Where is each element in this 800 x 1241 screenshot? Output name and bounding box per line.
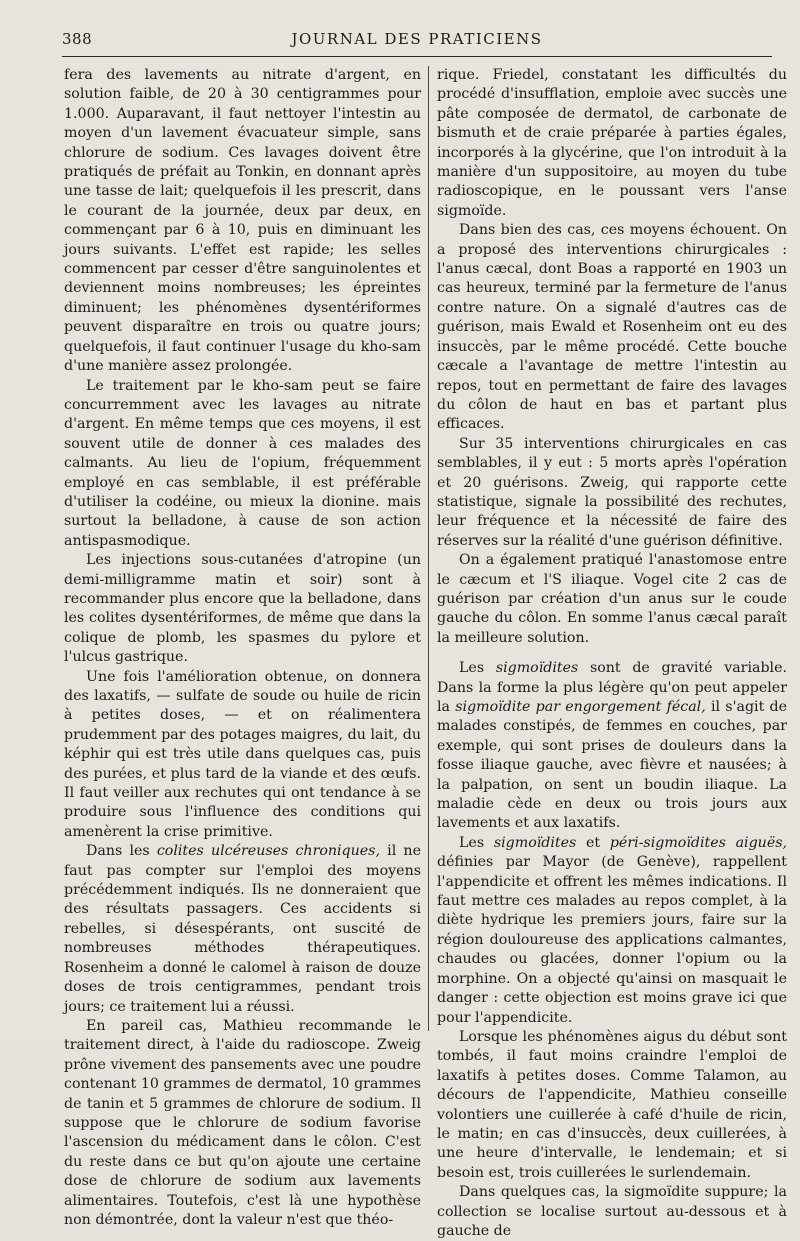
paragraph: Dans bien des cas, ces moyens échouent. On a proposé des interventions chirurgicales : l'anus cæcal, dont Boas a rapporté en 1903 un cas heureux, terminé par la fermeture de l'anus contre nature. On a signalé d'autres cas de guérison, mais Ewald et Rosenheim ont eu des insuccès, par le même procédé. Cette bouche cæcale a l'avantage de mettre l'intestin au repos, tout en permettant de faire des lavages du côlon de haut en bas et partant plus efficaces. bbox=[437, 222, 787, 433]
paragraph: Sur 35 interventions chirurgicales en cas semblables, il y eut : 5 morts après l'opération et 20 guérisons. Zweig, qui rapporte cette statistique, signale la possibilité des rechutes, leur fréquence et la nécessité de faire des réserves sur la réalité d'une guérison définitive. bbox=[437, 435, 787, 549]
text-run: définies par Mayor (de Genève), rappellent l'appendicite et offrent les mêmes indications. Il faut mettre ces malades au repos complet, à la diète hydrique les premiers jours, faire sur la région douloureuse des applications calmantes, chaudes ou glacées, donner l'opium ou la morphine. On a objecté qu'ainsi on masquait le danger : cette objection est moins grave ici que pour l'appendicite. bbox=[437, 854, 787, 1026]
text-run: et bbox=[576, 834, 610, 851]
italic-term: sigmoïdites bbox=[493, 834, 577, 851]
header-rule bbox=[62, 56, 772, 57]
italic-term: sigmoïdites bbox=[495, 660, 579, 677]
paragraph: On a également pratiqué l'anastomose entre le cæcum et l'S iliaque. Vogel cite 2 cas de guérison par création d'un anus sur le coude gauche du côlon. En somme l'anus cæcal paraît la meilleure solution. bbox=[437, 552, 787, 646]
text-run: Dans les bbox=[86, 843, 157, 860]
paragraph: En pareil cas, Mathieu recommande le traitement direct, à l'aide du radioscope. Zweig prône vivement des pansements avec une poudre contenant 10 grammes de dermatol, 10 grammes de tanin et 5 grammes de chlorure de sodium. Il suppose que le chlorure de sodium favorise l'ascension du médicament dans le côlon. C'est du reste dans ce but qu'on ajoute une certaine dose de chlorure de sodium aux lavements alimentaires. Toutefois, c'est là une hypothèse non démontrée, dont la valeur n'est que théo- bbox=[64, 1017, 421, 1228]
text-run: Les bbox=[459, 834, 494, 851]
paragraph: Les injections sous-cutanées d'atropine (un demi-milligramme matin et soir) sont à recommander plus encore que la belladone, dans les colites dysentériformes, de même que dans la colique de plomb, les spasmes du pylore et l'ulcus gastrique. bbox=[64, 552, 421, 666]
left-column bbox=[64, 66, 421, 1230]
column-divider bbox=[428, 66, 429, 1031]
paragraph bbox=[437, 659, 787, 834]
text-run: il s'agit de malades constipés, de femmes en couches, par exemple, qui sont prises de douleurs dans la fosse iliaque gauche, avec fièvre et nausées; à la palpation, on sent un boudin iliaque. La maladie cède en deux ou trois jours aux lavements et aux laxatifs. bbox=[437, 699, 787, 832]
paragraph bbox=[437, 834, 787, 1028]
text-run: il ne faut pas compter sur l'emploi des moyens précédemment indiqués. Ils ne donneraient que des résultats passagers. Ces accidents si rebelles, si désespérants, ont suscité de nombreuses méthodes thérapeutiques. Rosenheim a donné le calomel à raison de douze doses de trois centigrammes, pendant trois jours; ce traitement lui a réussi. bbox=[64, 843, 421, 1015]
italic-term: péri-sigmoïdites aiguës, bbox=[609, 834, 787, 851]
italic-term: sigmoïdite par engorgement fécal, bbox=[455, 699, 706, 715]
paragraph bbox=[64, 842, 421, 1017]
paragraph: Lorsque les phénomènes aigus du début sont tombés, il faut moins craindre l'emploi de laxatifs à petites doses. Comme Talamon, au décours de l'appendicite, Mathieu conseille volontiers une cuillerée à café d'huile de ricin, le matin; en cas d'insuccès, deux cuillerées, à une heure d'intervalle, le lendemain; et si besoin est, trois cuillerées le surlendemain. bbox=[437, 1028, 787, 1181]
paragraph: Dans quelques cas, la sigmoïdite suppure; la collection se localise surtout au-dessous et à gauche de bbox=[437, 1184, 787, 1239]
paragraph: Une fois l'amélioration obtenue, on donnera des laxatifs, — sulfate de soude ou huile de ricin à petites doses, — et on réalimentera prudemment par des potages maigres, du lait, du képhir qui est très utile dans quelques cas, puis des purées, et plus tard de la viande et des œufs. Il faut veiller aux rechutes qui ont tendance à se produire sous l'influence des conditions qui amenèrent la crise primitive. bbox=[64, 668, 421, 840]
paragraph: rique. Friedel, constatant les difficultés du procédé d'insufflation, emploie avec succès une pâte composée de dermatol, de carbonate de bismuth et de craie préparée à parties égales, incorporés à la glycérine, que l'on introduit à la manière d'un suppositoire, au moyen du tube radioscopique, en le poussant vers l'anse sigmoïde. bbox=[437, 67, 787, 219]
paragraph: fera des lavements au nitrate d'argent, en solution faible, de 20 à 30 centigrammes pour 1.000. Auparavant, il faut nettoyer l'intestin au moyen d'un lavement évacuateur simple, sans chlorure de sodium. Ces lavages doivent être pratiqués de préfait au Tonkin, en donnant après une tasse de lait; quelquefois il les prescrit, dans le courant de la journée, deux par deux, en commençant par 6 à 10, puis en diminuant les jours suivants. L'effet est rapide; les selles commencent par cesser d'être sanguinolentes et deviennent moins nombreuses; les épreintes diminuent; les phénomènes dysentériformes peuvent disparaître en trois ou quatre jours; quelquefois, il faut continuer l'usage du kho-sam d'une manière assez prolongée. bbox=[64, 67, 421, 375]
page-number: 388 bbox=[62, 30, 93, 48]
running-head: JOURNAL DES PRATICIENS bbox=[291, 30, 543, 48]
text-run: Les bbox=[459, 660, 496, 677]
italic-term: colites ulcéreuses chroniques, bbox=[156, 843, 380, 860]
paragraph: Le traitement par le kho-sam peut se faire concurremment avec les lavages au nitrate d'argent. En même temps que ces moyens, il est souvent utile de donner à ces malades des calmants. Au lieu de l'opium, fréquemment employé en cas semblable, il est préférable d'utiliser la codéine, ou mieux la dionine. mais surtout la belladone, à cause de son action antispasmodique. bbox=[64, 377, 421, 549]
right-column bbox=[437, 66, 787, 1241]
text-run: sont de gravité variable. Dans la forme la plus légère qu'on peut appeler la bbox=[437, 660, 787, 715]
page-header bbox=[62, 30, 772, 52]
